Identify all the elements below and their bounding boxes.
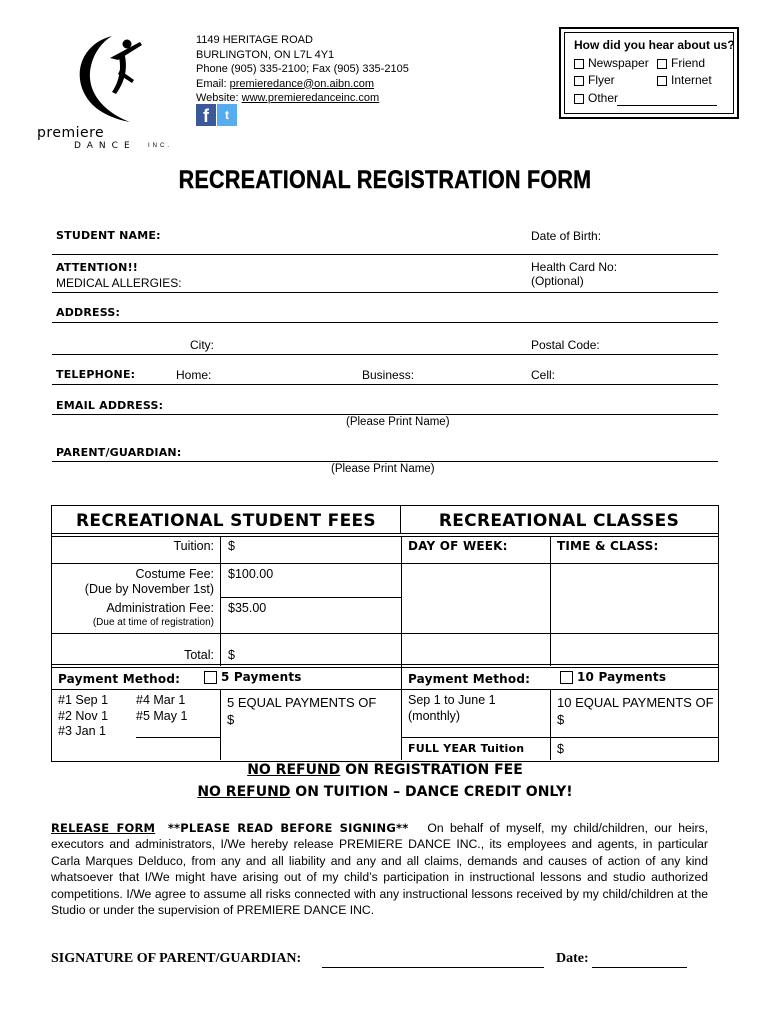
signature-date-line[interactable] (592, 967, 687, 968)
admin-due-note: (Due at time of registration) (92, 617, 214, 628)
logo-word-inc: INC. (148, 143, 172, 149)
payment-dates-col2 (136, 693, 187, 724)
postal-code-label: Postal Code: (531, 338, 600, 352)
checkbox-icon[interactable] (657, 59, 667, 69)
tuition-value[interactable]: $ (228, 539, 235, 553)
contact-phone: Phone (905) 335-2100; Fax (905) 335-2105 (196, 63, 409, 75)
date-of-birth-label: Date of Birth: (531, 229, 602, 243)
health-card-optional: (Optional) (531, 274, 584, 288)
cell-label: Cell: (531, 368, 556, 382)
option-flyer[interactable] (574, 73, 615, 87)
checkbox-icon[interactable] (574, 94, 584, 104)
costume-fee-value: $100.00 (228, 567, 274, 581)
ten-payments-option[interactable] (560, 670, 666, 684)
payment-date: #5 May 1 (136, 708, 188, 723)
row-rule (52, 633, 718, 634)
option-label: Flyer (588, 73, 615, 87)
costume-fee-label: Costume Fee: (135, 567, 214, 581)
email-line[interactable] (52, 414, 718, 415)
release-form-text (51, 820, 708, 918)
twitter-icon[interactable]: t (217, 104, 237, 126)
mid-divider (401, 536, 402, 760)
refund-text: ON REGISTRATION FEE (340, 762, 523, 778)
fees-col-divider (220, 536, 221, 666)
checkbox-icon[interactable] (560, 671, 573, 684)
day-of-week-header: DAY OF WEEK: (408, 539, 508, 553)
ten-payments-label: 10 Payments (577, 670, 667, 684)
checkbox-icon[interactable] (574, 76, 584, 86)
telephone-line[interactable] (52, 384, 718, 385)
business-label: Business: (362, 368, 415, 382)
payment-date: #3 Jan 1 (58, 724, 106, 738)
no-refund-emphasis: NO REFUND (197, 784, 291, 800)
ten-equal-payments: 10 EQUAL PAYMENTS OF (557, 695, 714, 710)
checkbox-icon[interactable] (657, 76, 667, 86)
refund-notice-1 (0, 762, 770, 778)
option-label: Newspaper (588, 56, 649, 70)
form-title: RECREATIONAL REGISTRATION FORM (178, 166, 592, 194)
payment-divider (220, 689, 221, 760)
dancer-logo-icon (60, 30, 170, 125)
logo-word-dance: DANCE (74, 141, 136, 151)
release-body: On behalf of myself, my child/children, our heirs, executors and administrators, I/We hereby release PREMIERE DANCE INC., its employees and agents, in particular Carla Marques Delduco, from any and all liability and any and all claims, demands and causes of action of any kind whatsoever that I/We might have arising out of my child’s participation in instructional lessons and studio authorized competitions. I/We agree to assume all risks connected with any instructional lessons received by my child/children at the Studio or under the supervision of PREMIERE DANCE INC. (51, 821, 708, 918)
payment-rule (52, 689, 718, 690)
total-label: Total: (184, 648, 214, 662)
header-rule (52, 533, 718, 537)
telephone-label: TELEPHONE: (56, 368, 136, 381)
contact-info (196, 33, 409, 106)
website-label: Website: (196, 92, 242, 104)
tuition-label: Tuition: (173, 539, 214, 553)
social-links (196, 104, 238, 126)
dates-rule (136, 737, 220, 738)
option-internet[interactable] (657, 73, 712, 87)
signature-label: SIGNATURE OF PARENT/GUARDIAN: (51, 951, 302, 966)
hear-title: How did you hear about us? (574, 38, 735, 52)
costume-due-note: (Due by November 1st) (84, 582, 214, 596)
ten-equal-dollar[interactable]: $ (557, 712, 565, 727)
full-year-rule (401, 737, 718, 738)
option-label: Other (588, 91, 619, 105)
total-value[interactable]: $ (228, 648, 235, 662)
city-line[interactable] (52, 354, 718, 355)
option-label: Internet (671, 73, 712, 87)
classes-col-divider (550, 536, 551, 666)
checkbox-icon[interactable] (204, 671, 217, 684)
admin-fee-value: $35.00 (228, 601, 267, 615)
email-label: Email: (196, 77, 230, 90)
row-rule (220, 597, 401, 598)
checkbox-icon[interactable] (574, 59, 584, 69)
home-label: Home: (176, 368, 212, 382)
classes-header: RECREATIONAL CLASSES (438, 511, 680, 531)
contact-email-row (196, 77, 409, 92)
medical-line[interactable] (52, 292, 718, 293)
monthly-note: (monthly) (408, 709, 461, 723)
payment-date: #4 Mar 1 (136, 693, 186, 707)
city-label: City: (190, 338, 214, 352)
option-newspaper[interactable] (574, 56, 649, 70)
parent-guardian-label: PARENT/GUARDIAN: (56, 446, 182, 459)
time-class-header: TIME & CLASS: (557, 539, 659, 553)
contact-website-link[interactable]: www.premieredanceinc.com (241, 92, 380, 104)
monthly-range: Sep 1 to June 1 (408, 693, 496, 707)
please-print-name-1: (Please Print Name) (346, 416, 450, 428)
option-label: Friend (671, 56, 706, 70)
other-blank-line[interactable] (617, 105, 717, 106)
five-payments-option[interactable] (204, 670, 302, 684)
five-equal-payments: 5 EQUAL PAYMENTS OF (227, 695, 377, 710)
total-rule (52, 664, 718, 668)
attention-label: ATTENTION!! (56, 261, 139, 274)
signature-date-label: Date: (556, 951, 589, 966)
student-name-label: STUDENT NAME: (56, 229, 161, 242)
refund-notice-2 (0, 784, 770, 800)
fees-classes-table (51, 505, 719, 762)
payment-date: #1 Sep 1 (58, 693, 109, 707)
release-notice: **PLEASE READ BEFORE SIGNING** (167, 821, 409, 835)
parent-guardian-line[interactable] (52, 461, 718, 462)
health-card-label: Health Card No: (531, 260, 618, 274)
medical-allergies-label: MEDICAL ALLERGIES: (56, 276, 182, 290)
no-refund-emphasis: NO REFUND (247, 762, 341, 778)
option-other[interactable] (574, 91, 618, 105)
logo-word-premiere: premiere (37, 125, 105, 141)
payment-date: #2 Nov 1 (58, 708, 109, 723)
email-address-label: EMAIL ADDRESS: (56, 399, 164, 412)
row-rule (52, 563, 718, 564)
signature-line[interactable] (322, 967, 544, 968)
refund-text: ON TUITION – DANCE CREDIT ONLY! (290, 784, 573, 800)
option-friend[interactable] (657, 56, 705, 70)
payment-dates-col1 (58, 693, 108, 740)
address-label: ADDRESS: (56, 306, 121, 319)
company-logo (30, 30, 180, 155)
admin-fee-label: Administration Fee: (106, 601, 214, 615)
five-equal-dollar[interactable]: $ (227, 712, 235, 727)
payment-divider-right (550, 689, 551, 760)
please-print-name-2: (Please Print Name) (331, 463, 435, 475)
fees-header: RECREATIONAL STUDENT FEES (76, 511, 376, 531)
address-line[interactable] (52, 322, 718, 323)
contact-street: 1149 HERITAGE ROAD (196, 34, 313, 46)
payment-method-left-label: Payment Method: (58, 672, 181, 686)
payment-method-right-label: Payment Method: (408, 672, 531, 686)
contact-city: BURLINGTON, ON L7L 4Y1 (196, 48, 335, 61)
how-did-you-hear-box (559, 27, 739, 119)
full-year-tuition-label: FULL YEAR Tuition (408, 742, 525, 755)
full-year-tuition-value[interactable]: $ (557, 742, 564, 756)
student-name-line[interactable] (52, 254, 718, 255)
contact-email-link[interactable]: premieredance@on.aibn.com (229, 77, 375, 90)
header-divider (400, 506, 401, 534)
release-form-heading: RELEASE FORM (51, 821, 156, 835)
five-payments-label: 5 Payments (221, 670, 302, 684)
facebook-icon[interactable]: f (196, 104, 216, 126)
